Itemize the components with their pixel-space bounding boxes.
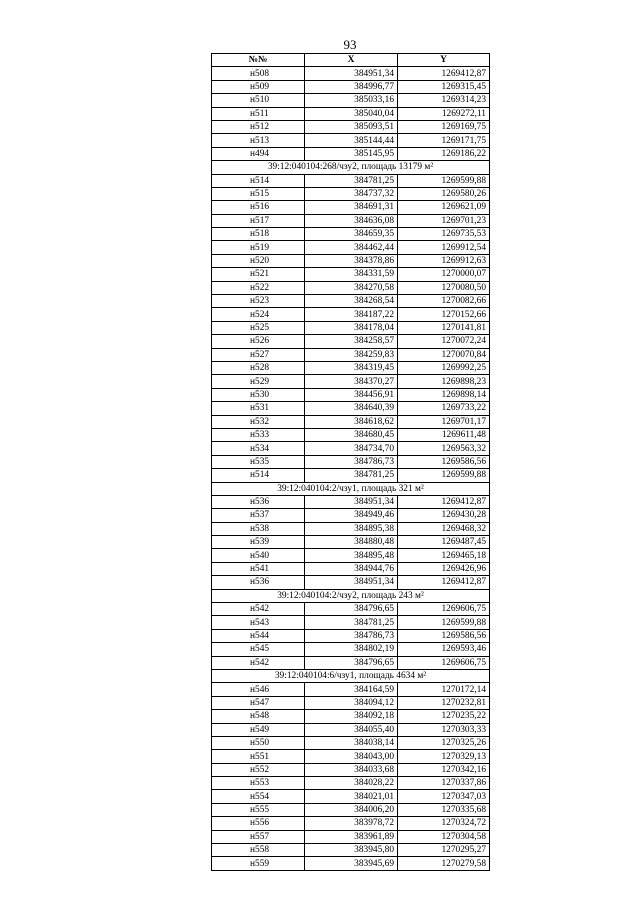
section-title-row [212,669,490,682]
y-coordinate: 1269593,46 [398,643,490,656]
y-coordinate: 1270072,24 [398,335,490,348]
y-coordinate: 1270235,22 [398,710,490,723]
section-title: 39:12:040104:2/чзу1, площадь 321 м² [212,482,490,495]
table-row [212,616,490,629]
x-coordinate: 384802,19 [305,643,398,656]
x-coordinate: 384270,58 [305,281,398,294]
table-row [212,536,490,549]
y-coordinate: 1270295,27 [398,844,490,857]
table-row [212,629,490,642]
x-coordinate: 383945,80 [305,844,398,857]
table-row [212,201,490,214]
y-coordinate: 1270335,68 [398,803,490,816]
point-number: н549 [212,723,305,736]
x-coordinate: 385145,95 [305,147,398,160]
x-coordinate: 385040,04 [305,107,398,120]
point-number: н520 [212,254,305,267]
point-number: н554 [212,790,305,803]
y-coordinate: 1269586,56 [398,629,490,642]
y-coordinate: 1270152,66 [398,308,490,321]
y-coordinate: 1269315,45 [398,80,490,93]
point-number: н524 [212,308,305,321]
point-number: н509 [212,80,305,93]
y-coordinate: 1269314,23 [398,94,490,107]
point-number: н539 [212,536,305,549]
section-title-row [212,161,490,174]
point-number: н519 [212,241,305,254]
table-row [212,268,490,281]
y-coordinate: 1269430,28 [398,509,490,522]
x-coordinate: 384006,20 [305,803,398,816]
point-number: н518 [212,228,305,241]
x-coordinate: 384796,65 [305,603,398,616]
table-row [212,750,490,763]
x-coordinate: 384055,40 [305,723,398,736]
table-row [212,509,490,522]
y-coordinate: 1270303,33 [398,723,490,736]
table-row [212,844,490,857]
point-number: н540 [212,549,305,562]
coordinates-table [211,53,490,871]
y-coordinate: 1269599,88 [398,469,490,482]
table-row [212,696,490,709]
point-number: н521 [212,268,305,281]
point-number: н541 [212,562,305,575]
point-number: н527 [212,348,305,361]
x-coordinate: 383961,89 [305,830,398,843]
y-coordinate: 1270337,86 [398,777,490,790]
page-number: 93 [343,37,357,52]
table-row [212,736,490,749]
x-coordinate: 384187,22 [305,308,398,321]
x-coordinate: 384680,45 [305,428,398,441]
table-row [212,308,490,321]
x-coordinate: 384259,83 [305,348,398,361]
y-coordinate: 1270082,66 [398,295,490,308]
x-coordinate: 384164,59 [305,683,398,696]
point-number: н511 [212,107,305,120]
point-number: н526 [212,335,305,348]
table-row [212,241,490,254]
column-header-x: X [305,54,398,67]
point-number: н545 [212,643,305,656]
point-number: н517 [212,214,305,227]
point-number: н514 [212,174,305,187]
x-coordinate: 384331,59 [305,268,398,281]
table-row [212,442,490,455]
table-row [212,361,490,374]
x-coordinate: 384021,01 [305,790,398,803]
point-number: н533 [212,428,305,441]
y-coordinate: 1270141,81 [398,321,490,334]
point-number: н515 [212,187,305,200]
y-coordinate: 1270342,16 [398,763,490,776]
table-row [212,187,490,200]
x-coordinate: 384895,48 [305,549,398,562]
x-coordinate: 384996,77 [305,80,398,93]
y-coordinate: 1269169,75 [398,120,490,133]
table-row [212,857,490,870]
x-coordinate: 384737,32 [305,187,398,200]
x-coordinate: 385144,44 [305,134,398,147]
table-row [212,80,490,93]
y-coordinate: 1269580,26 [398,187,490,200]
y-coordinate: 1270080,50 [398,281,490,294]
table-row [212,656,490,669]
point-number: н555 [212,803,305,816]
y-coordinate: 1269701,17 [398,415,490,428]
y-coordinate: 1269487,45 [398,536,490,549]
table-row [212,428,490,441]
point-number: н510 [212,94,305,107]
y-coordinate: 1270232,81 [398,696,490,709]
table-row [212,763,490,776]
x-coordinate: 384880,48 [305,536,398,549]
point-number: н550 [212,736,305,749]
table-row [212,107,490,120]
point-number: н556 [212,817,305,830]
y-coordinate: 1269611,48 [398,428,490,441]
x-coordinate: 385033,16 [305,94,398,107]
point-number: н547 [212,696,305,709]
y-coordinate: 1269733,22 [398,402,490,415]
table-row [212,415,490,428]
y-coordinate: 1269912,63 [398,254,490,267]
table-row [212,348,490,361]
y-coordinate: 1269412,87 [398,67,490,80]
section-title-row [212,589,490,602]
point-number: н551 [212,750,305,763]
table-row [212,375,490,388]
table-row [212,790,490,803]
table-row [212,120,490,133]
point-number: н523 [212,295,305,308]
point-number: н530 [212,388,305,401]
y-coordinate: 1269563,32 [398,442,490,455]
y-coordinate: 1269412,87 [398,576,490,589]
y-coordinate: 1270347,03 [398,790,490,803]
x-coordinate: 384781,25 [305,469,398,482]
x-coordinate: 384734,70 [305,442,398,455]
point-number: н525 [212,321,305,334]
x-coordinate: 383945,69 [305,857,398,870]
x-coordinate: 384781,25 [305,174,398,187]
table-row [212,576,490,589]
x-coordinate: 384895,38 [305,522,398,535]
section-title: 39:12:040104:268/чзу2, площадь 13179 м² [212,161,490,174]
point-number: н508 [212,67,305,80]
x-coordinate: 385093,51 [305,120,398,133]
point-number: н557 [212,830,305,843]
x-coordinate: 384319,45 [305,361,398,374]
x-coordinate: 384944,76 [305,562,398,575]
point-number: н542 [212,603,305,616]
x-coordinate: 384951,34 [305,576,398,589]
y-coordinate: 1269599,88 [398,174,490,187]
y-coordinate: 1269586,56 [398,455,490,468]
table-row [212,228,490,241]
x-coordinate: 384456,91 [305,388,398,401]
y-coordinate: 1270324,72 [398,817,490,830]
point-number: н538 [212,522,305,535]
point-number: н552 [212,763,305,776]
table-header-row [212,54,490,67]
table-row [212,321,490,334]
point-number: н536 [212,495,305,508]
point-number: н522 [212,281,305,294]
table-row [212,254,490,267]
table-row [212,777,490,790]
point-number: н544 [212,629,305,642]
y-coordinate: 1269412,87 [398,495,490,508]
table-row [212,402,490,415]
x-coordinate: 384659,35 [305,228,398,241]
x-coordinate: 384618,62 [305,415,398,428]
point-number: н512 [212,120,305,133]
table-row [212,147,490,160]
table-row [212,134,490,147]
table-row [212,455,490,468]
point-number: н535 [212,455,305,468]
x-coordinate: 384043,00 [305,750,398,763]
x-coordinate: 384033,68 [305,763,398,776]
point-number: н553 [212,777,305,790]
x-coordinate: 384691,31 [305,201,398,214]
y-coordinate: 1270279,58 [398,857,490,870]
x-coordinate: 384640,39 [305,402,398,415]
point-number: н528 [212,361,305,374]
x-coordinate: 384178,04 [305,321,398,334]
x-coordinate: 383978,72 [305,817,398,830]
y-coordinate: 1269898,23 [398,375,490,388]
y-coordinate: 1269465,18 [398,549,490,562]
table-row [212,295,490,308]
y-coordinate: 1269186,22 [398,147,490,160]
table-row [212,683,490,696]
point-number: н536 [212,576,305,589]
table-row [212,830,490,843]
table-row [212,643,490,656]
table-row [212,495,490,508]
y-coordinate: 1270329,13 [398,750,490,763]
section-title: 39:12:040104:2/чзу2, площадь 243 м² [212,589,490,602]
x-coordinate: 384786,73 [305,455,398,468]
y-coordinate: 1270325,26 [398,736,490,749]
y-coordinate: 1269735,53 [398,228,490,241]
y-coordinate: 1269171,75 [398,134,490,147]
point-number: н494 [212,147,305,160]
table-row [212,94,490,107]
y-coordinate: 1269468,32 [398,522,490,535]
point-number: н537 [212,509,305,522]
y-coordinate: 1269912,54 [398,241,490,254]
table-row [212,710,490,723]
table-row [212,174,490,187]
point-number: н514 [212,469,305,482]
x-coordinate: 384951,34 [305,67,398,80]
y-coordinate: 1270172,14 [398,683,490,696]
x-coordinate: 384094,12 [305,696,398,709]
x-coordinate: 384378,86 [305,254,398,267]
point-number: н534 [212,442,305,455]
point-number: н516 [212,201,305,214]
x-coordinate: 384949,46 [305,509,398,522]
y-coordinate: 1270070,84 [398,348,490,361]
y-coordinate: 1269992,25 [398,361,490,374]
section-title-row [212,482,490,495]
y-coordinate: 1269621,09 [398,201,490,214]
table-row [212,388,490,401]
x-coordinate: 384786,73 [305,629,398,642]
table-row [212,803,490,816]
table-body [212,67,490,870]
y-coordinate: 1269272,11 [398,107,490,120]
section-title: 39:12:040104:6/чзу1, площадь 4634 м² [212,669,490,682]
column-header-y: Y [398,54,490,67]
x-coordinate: 384028,22 [305,777,398,790]
x-coordinate: 384092,18 [305,710,398,723]
y-coordinate: 1269606,75 [398,603,490,616]
x-coordinate: 384781,25 [305,616,398,629]
table-row [212,817,490,830]
column-header-number: №№ [212,54,305,67]
table-row [212,522,490,535]
x-coordinate: 384370,27 [305,375,398,388]
x-coordinate: 384636,08 [305,214,398,227]
x-coordinate: 384038,14 [305,736,398,749]
x-coordinate: 384951,34 [305,495,398,508]
table-row [212,67,490,80]
y-coordinate: 1269898,14 [398,388,490,401]
table-row [212,603,490,616]
point-number: н546 [212,683,305,696]
point-number: н548 [212,710,305,723]
point-number: н558 [212,844,305,857]
table-row [212,335,490,348]
y-coordinate: 1270000,07 [398,268,490,281]
table-row [212,214,490,227]
x-coordinate: 384268,54 [305,295,398,308]
x-coordinate: 384258,57 [305,335,398,348]
point-number: н529 [212,375,305,388]
point-number: н543 [212,616,305,629]
y-coordinate: 1269606,75 [398,656,490,669]
point-number: н513 [212,134,305,147]
x-coordinate: 384796,65 [305,656,398,669]
table-row [212,562,490,575]
point-number: н542 [212,656,305,669]
table-row [212,469,490,482]
y-coordinate: 1270304,58 [398,830,490,843]
table-row [212,723,490,736]
y-coordinate: 1269599,88 [398,616,490,629]
x-coordinate: 384462,44 [305,241,398,254]
y-coordinate: 1269701,23 [398,214,490,227]
table-row [212,549,490,562]
table-row [212,281,490,294]
y-coordinate: 1269426,96 [398,562,490,575]
point-number: н559 [212,857,305,870]
point-number: н531 [212,402,305,415]
point-number: н532 [212,415,305,428]
